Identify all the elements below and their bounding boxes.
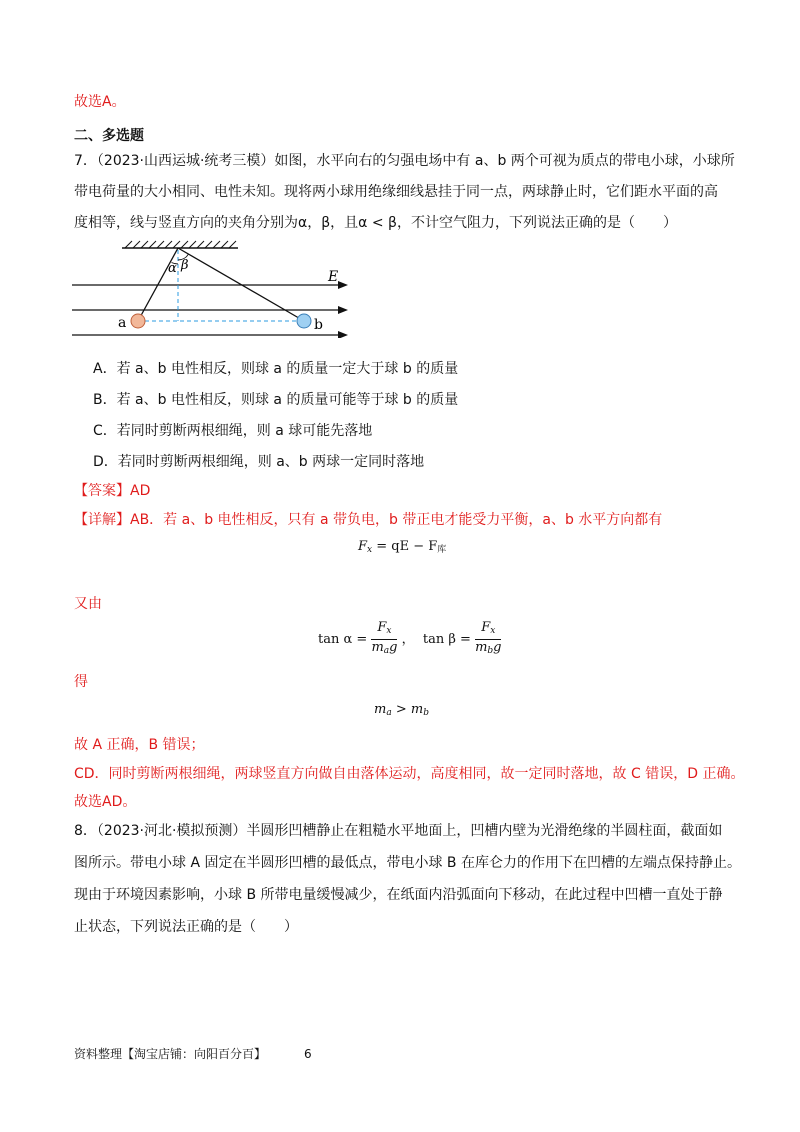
conclusion-ab: 故 A 正确，B 错误； [74, 737, 205, 753]
section-title: 二、多选题 [74, 128, 144, 144]
frac-alpha: $\frac{F_x}{m_ag}$ [371, 620, 398, 656]
q7-option-a: A．若 a、b 电性相反，则球 a 的质量一定大于球 b 的质量 [93, 361, 459, 377]
label-alpha: α [168, 261, 177, 276]
detail-tag: 【详解】 [74, 512, 130, 528]
ball-a [131, 314, 145, 328]
equation-mass: $m_a > m_b$ [374, 702, 429, 718]
q7-option-c: C．若同时剪断两根细绳，则 a 球可能先落地 [93, 423, 373, 439]
q7-stem-line3: 度相等，线与竖直方向的夹角分别为α，β，且α < β，不计空气阻力，下列说法正确的是（ ） [74, 215, 677, 231]
q7-stem-line1: 7．（2023·山西运城·统考三模）如图，水平向右的匀强电场中有 a、b 两个可视为质点的带电小球，小球所 [74, 153, 735, 169]
conclusion-cd: CD．同时剪断两根细绳，两球竖直方向做自由落体运动，高度相同，故一定同时落地，故 C 错误，D 正确。 [74, 766, 745, 782]
q8-stem-line3: 现由于环境因素影响，小球 B 所带电量缓慢减少，在纸面内沿弧面向下移动，在此过程中凹槽一直处于静 [74, 887, 723, 903]
again-text: 又由 [74, 596, 102, 612]
label-a: a [118, 315, 127, 331]
q7-answer: 【答案】AD [74, 483, 151, 499]
q8-stem-line2: 图所示。带电小球 A 固定在半圆形凹槽的最低点，带电小球 B 在库仑力的作用下在凹槽的左端点保持静止。 [74, 855, 741, 871]
q7-stem-line2: 带电荷量的大小相同、电性未知。现将两小球用绝缘细线悬挂于同一点，两球静止时，它们距水平面的高 [74, 184, 718, 200]
q8-stem-line4: 止状态，下列说法正确的是（ ） [74, 919, 298, 935]
frac-beta: $\frac{F_x}{m_bg}$ [475, 620, 502, 656]
footer-source: 资料整理【淘宝店铺：向阳百分百】 [74, 1047, 267, 1061]
equation-tan: tan α = $\frac{F_x}{m_ag}$ ， tan β = $\frac{F_x}{m_bg}$ [318, 620, 501, 659]
q7-option-b: B．若 a、b 电性相反，则球 a 的质量可能等于球 b 的质量 [93, 392, 459, 408]
detail-line: AB．若 a、b 电性相反，只有 a 带负电，b 带正电才能受力平衡，a、b 水平方向都有 [130, 512, 663, 528]
q7-option-d: D．若同时剪断两根细绳，则 a、b 两球一定同时落地 [93, 454, 425, 470]
label-b: b [314, 317, 323, 333]
q7-detail [74, 510, 662, 530]
q8-stem-line1: 8．（2023·河北·模拟预测）半圆形凹槽静止在粗糙水平地面上，凹槽内壁为光滑绝缘的半圆柱面，截面如 [74, 823, 723, 839]
q7-figure [70, 238, 360, 338]
final-answer: 故选AD。 [74, 794, 137, 810]
ball-b [297, 314, 311, 328]
ceiling-hatch [125, 241, 236, 248]
label-E: E [328, 269, 339, 285]
equation-fx: $F_x$ = qE − $F_库$ [358, 539, 447, 555]
field-arrowheads [338, 281, 348, 338]
therefore-text: 得 [74, 674, 88, 690]
prev-answer: 故选A。 [74, 94, 126, 110]
label-beta: β [181, 258, 189, 273]
page-number: 6 [304, 1047, 312, 1061]
